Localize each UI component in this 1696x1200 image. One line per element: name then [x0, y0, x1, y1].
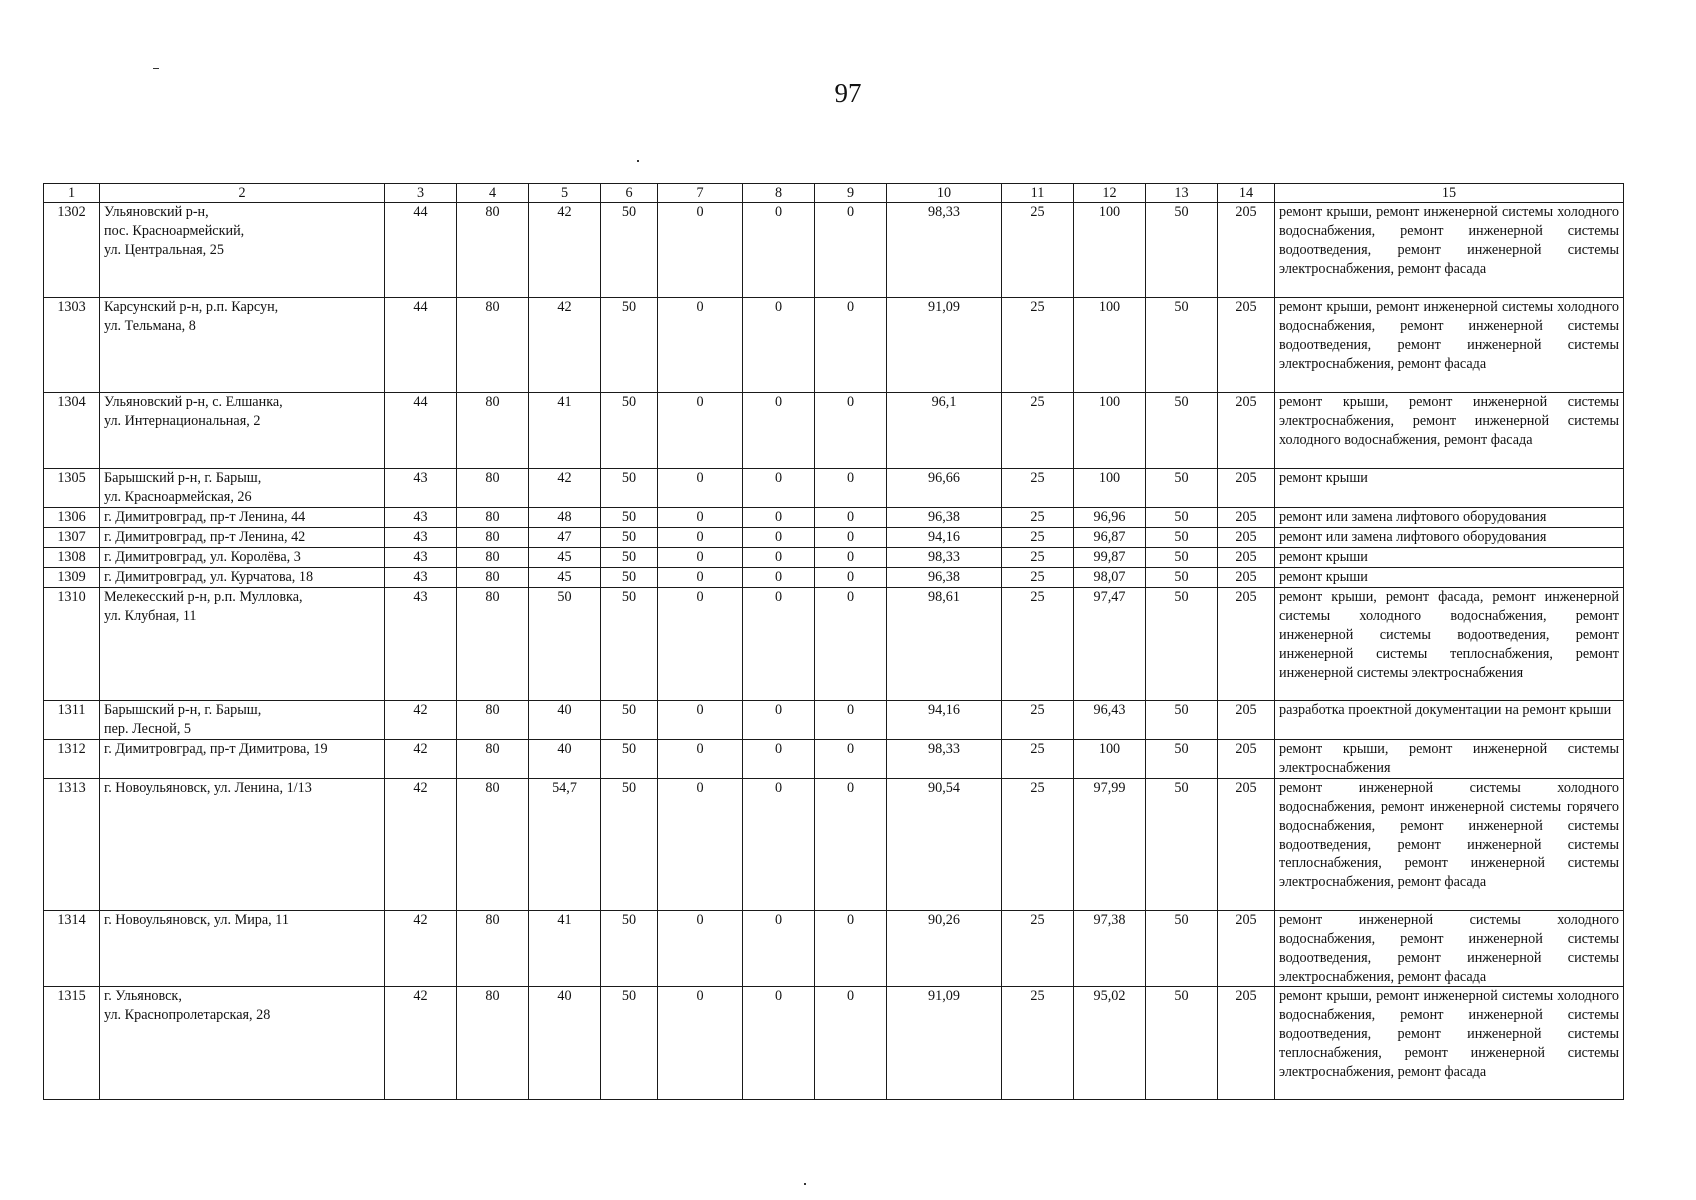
col12-cell: 96,96	[1074, 508, 1146, 528]
address-cell: Барышский р-н, г. Барыш, ул. Красноармейская, 26	[100, 469, 385, 508]
col11-cell: 25	[1002, 588, 1074, 701]
col3-cell: 42	[385, 910, 457, 987]
works-cell: ремонт крыши	[1275, 548, 1624, 568]
col3-cell: 43	[385, 528, 457, 548]
col4-cell: 80	[457, 987, 529, 1100]
col14-cell: 205	[1218, 508, 1275, 528]
col8-cell: 0	[743, 469, 815, 508]
col12-cell: 99,87	[1074, 548, 1146, 568]
col14-cell: 205	[1218, 740, 1275, 779]
col8-cell: 0	[743, 910, 815, 987]
col10-cell: 91,09	[887, 987, 1002, 1100]
col9-cell: 0	[815, 508, 887, 528]
col9-cell: 0	[815, 910, 887, 987]
col6-cell: 50	[601, 910, 658, 987]
col13-cell: 50	[1146, 528, 1218, 548]
col13-cell: 50	[1146, 910, 1218, 987]
col9-cell: 0	[815, 203, 887, 298]
col6-cell: 50	[601, 987, 658, 1100]
col14-cell: 205	[1218, 778, 1275, 910]
column-header-15: 15	[1275, 184, 1624, 203]
row-number: 1308	[44, 548, 100, 568]
col12-cell: 97,47	[1074, 588, 1146, 701]
col10-cell: 98,61	[887, 588, 1002, 701]
col11-cell: 25	[1002, 778, 1074, 910]
col10-cell: 96,38	[887, 568, 1002, 588]
table-row	[44, 910, 1624, 987]
col14-cell: 205	[1218, 469, 1275, 508]
col10-cell: 90,54	[887, 778, 1002, 910]
col9-cell: 0	[815, 778, 887, 910]
col5-cell: 42	[529, 203, 601, 298]
works-cell: разработка проектной документации на ремонт крыши	[1275, 701, 1624, 740]
col11-cell: 25	[1002, 910, 1074, 987]
col14-cell: 205	[1218, 910, 1275, 987]
col7-cell: 0	[658, 910, 743, 987]
col8-cell: 0	[743, 987, 815, 1100]
works-cell: ремонт или замена лифтового оборудования	[1275, 528, 1624, 548]
col6-cell: 50	[601, 701, 658, 740]
col11-cell: 25	[1002, 298, 1074, 393]
scan-speck	[804, 1183, 806, 1185]
col13-cell: 50	[1146, 588, 1218, 701]
col11-cell: 25	[1002, 203, 1074, 298]
col13-cell: 50	[1146, 568, 1218, 588]
column-header-1: 1	[44, 184, 100, 203]
address-cell: Ульяновский р-н, пос. Красноармейский, ул. Центральная, 25	[100, 203, 385, 298]
address-cell: Ульяновский р-н, с. Елшанка, ул. Интернациональная, 2	[100, 393, 385, 469]
column-header-9: 9	[815, 184, 887, 203]
col13-cell: 50	[1146, 508, 1218, 528]
col11-cell: 25	[1002, 740, 1074, 779]
col12-cell: 97,99	[1074, 778, 1146, 910]
column-header-12: 12	[1074, 184, 1146, 203]
column-header-7: 7	[658, 184, 743, 203]
works-cell: ремонт крыши	[1275, 469, 1624, 508]
col5-cell: 47	[529, 528, 601, 548]
col12-cell: 100	[1074, 740, 1146, 779]
row-number: 1315	[44, 987, 100, 1100]
header-row	[44, 184, 1624, 203]
col8-cell: 0	[743, 548, 815, 568]
col5-cell: 50	[529, 588, 601, 701]
col8-cell: 0	[743, 203, 815, 298]
col8-cell: 0	[743, 778, 815, 910]
column-header-4: 4	[457, 184, 529, 203]
col4-cell: 80	[457, 203, 529, 298]
row-number: 1303	[44, 298, 100, 393]
col6-cell: 50	[601, 588, 658, 701]
col9-cell: 0	[815, 740, 887, 779]
col11-cell: 25	[1002, 701, 1074, 740]
works-cell: ремонт крыши, ремонт инженерной системы холодного водоснабжения, ремонт инженерной системы водоотведения, ремонт инженерной системы теплоснабжения, ремонт инженерной системы электроснабжения, ремонт фасада	[1275, 987, 1624, 1100]
col9-cell: 0	[815, 588, 887, 701]
col4-cell: 80	[457, 568, 529, 588]
repair-register-table	[43, 183, 1624, 1100]
col6-cell: 50	[601, 548, 658, 568]
col10-cell: 98,33	[887, 203, 1002, 298]
col10-cell: 96,38	[887, 508, 1002, 528]
col8-cell: 0	[743, 393, 815, 469]
row-number: 1309	[44, 568, 100, 588]
address-cell: Барышский р-н, г. Барыш, пер. Лесной, 5	[100, 701, 385, 740]
col13-cell: 50	[1146, 987, 1218, 1100]
table-row	[44, 203, 1624, 298]
table-row	[44, 701, 1624, 740]
col7-cell: 0	[658, 469, 743, 508]
col7-cell: 0	[658, 568, 743, 588]
col3-cell: 43	[385, 469, 457, 508]
col9-cell: 0	[815, 298, 887, 393]
col14-cell: 205	[1218, 298, 1275, 393]
row-number: 1314	[44, 910, 100, 987]
table-row	[44, 778, 1624, 910]
col7-cell: 0	[658, 987, 743, 1100]
col9-cell: 0	[815, 548, 887, 568]
address-cell: г. Димитровград, пр-т Ленина, 44	[100, 508, 385, 528]
row-number: 1305	[44, 469, 100, 508]
col4-cell: 80	[457, 740, 529, 779]
col11-cell: 25	[1002, 393, 1074, 469]
col8-cell: 0	[743, 740, 815, 779]
col10-cell: 98,33	[887, 740, 1002, 779]
col4-cell: 80	[457, 910, 529, 987]
col4-cell: 80	[457, 469, 529, 508]
col14-cell: 205	[1218, 203, 1275, 298]
address-cell: г. Ульяновск, ул. Краснопролетарская, 28	[100, 987, 385, 1100]
col5-cell: 45	[529, 548, 601, 568]
col8-cell: 0	[743, 701, 815, 740]
col11-cell: 25	[1002, 528, 1074, 548]
col3-cell: 42	[385, 987, 457, 1100]
col13-cell: 50	[1146, 778, 1218, 910]
works-cell: ремонт крыши, ремонт инженерной системы холодного водоснабжения, ремонт инженерной системы водоотведения, ремонт инженерной системы электроснабжения, ремонт фасада	[1275, 298, 1624, 393]
col10-cell: 96,66	[887, 469, 1002, 508]
col8-cell: 0	[743, 568, 815, 588]
works-cell: ремонт крыши, ремонт инженерной системы холодного водоснабжения, ремонт инженерной системы водоотведения, ремонт инженерной системы электроснабжения, ремонт фасада	[1275, 203, 1624, 298]
address-cell: г. Новоульяновск, ул. Мира, 11	[100, 910, 385, 987]
col12-cell: 96,87	[1074, 528, 1146, 548]
table-row	[44, 740, 1624, 779]
col10-cell: 96,1	[887, 393, 1002, 469]
col5-cell: 40	[529, 987, 601, 1100]
col4-cell: 80	[457, 588, 529, 701]
row-number: 1302	[44, 203, 100, 298]
col13-cell: 50	[1146, 298, 1218, 393]
address-cell: г. Димитровград, ул. Королёва, 3	[100, 548, 385, 568]
table-row	[44, 298, 1624, 393]
col5-cell: 42	[529, 298, 601, 393]
col13-cell: 50	[1146, 740, 1218, 779]
col4-cell: 80	[457, 778, 529, 910]
col7-cell: 0	[658, 508, 743, 528]
col12-cell: 97,38	[1074, 910, 1146, 987]
col3-cell: 43	[385, 508, 457, 528]
table-row	[44, 548, 1624, 568]
col5-cell: 42	[529, 469, 601, 508]
column-header-13: 13	[1146, 184, 1218, 203]
address-cell: Мелекесский р-н, р.п. Мулловка, ул. Клубная, 11	[100, 588, 385, 701]
table-row	[44, 568, 1624, 588]
col3-cell: 44	[385, 298, 457, 393]
col8-cell: 0	[743, 298, 815, 393]
col3-cell: 44	[385, 393, 457, 469]
col11-cell: 25	[1002, 508, 1074, 528]
col5-cell: 45	[529, 568, 601, 588]
col13-cell: 50	[1146, 701, 1218, 740]
col10-cell: 98,33	[887, 548, 1002, 568]
table-row	[44, 469, 1624, 508]
col7-cell: 0	[658, 701, 743, 740]
works-cell: ремонт крыши, ремонт инженерной системы электроснабжения, ремонт инженерной системы холодного водоснабжения, ремонт фасада	[1275, 393, 1624, 469]
col12-cell: 96,43	[1074, 701, 1146, 740]
scan-speck	[637, 160, 639, 162]
col7-cell: 0	[658, 588, 743, 701]
col4-cell: 80	[457, 508, 529, 528]
works-cell: ремонт крыши	[1275, 568, 1624, 588]
row-number: 1307	[44, 528, 100, 548]
col4-cell: 80	[457, 548, 529, 568]
col7-cell: 0	[658, 528, 743, 548]
address-cell: г. Димитровград, ул. Курчатова, 18	[100, 568, 385, 588]
col4-cell: 80	[457, 528, 529, 548]
row-number: 1310	[44, 588, 100, 701]
column-header-11: 11	[1002, 184, 1074, 203]
col6-cell: 50	[601, 393, 658, 469]
col3-cell: 43	[385, 548, 457, 568]
col9-cell: 0	[815, 987, 887, 1100]
column-header-8: 8	[743, 184, 815, 203]
col9-cell: 0	[815, 393, 887, 469]
col14-cell: 205	[1218, 588, 1275, 701]
column-header-6: 6	[601, 184, 658, 203]
col12-cell: 98,07	[1074, 568, 1146, 588]
table-row	[44, 393, 1624, 469]
col3-cell: 43	[385, 568, 457, 588]
column-header-5: 5	[529, 184, 601, 203]
col7-cell: 0	[658, 548, 743, 568]
col14-cell: 205	[1218, 987, 1275, 1100]
column-header-10: 10	[887, 184, 1002, 203]
row-number: 1306	[44, 508, 100, 528]
address-cell: г. Новоульяновск, ул. Ленина, 1/13	[100, 778, 385, 910]
col5-cell: 54,7	[529, 778, 601, 910]
col3-cell: 44	[385, 203, 457, 298]
col6-cell: 50	[601, 778, 658, 910]
column-header-14: 14	[1218, 184, 1275, 203]
col6-cell: 50	[601, 740, 658, 779]
col13-cell: 50	[1146, 548, 1218, 568]
col8-cell: 0	[743, 528, 815, 548]
works-cell: ремонт инженерной системы холодного водоснабжения, ремонт инженерной системы водоотведения, ремонт инженерной системы электроснабжения, ремонт фасада	[1275, 910, 1624, 987]
col6-cell: 50	[601, 528, 658, 548]
col8-cell: 0	[743, 588, 815, 701]
table-row	[44, 528, 1624, 548]
col14-cell: 205	[1218, 528, 1275, 548]
col4-cell: 80	[457, 393, 529, 469]
col7-cell: 0	[658, 298, 743, 393]
col14-cell: 205	[1218, 701, 1275, 740]
col6-cell: 50	[601, 508, 658, 528]
col11-cell: 25	[1002, 548, 1074, 568]
col13-cell: 50	[1146, 469, 1218, 508]
col14-cell: 205	[1218, 548, 1275, 568]
row-number: 1311	[44, 701, 100, 740]
column-header-3: 3	[385, 184, 457, 203]
col5-cell: 40	[529, 701, 601, 740]
col10-cell: 94,16	[887, 528, 1002, 548]
col4-cell: 80	[457, 701, 529, 740]
works-cell: ремонт инженерной системы холодного водоснабжения, ремонт инженерной системы горячего водоснабжения, ремонт инженерной системы водоотведения, ремонт инженерной системы теплоснабжения, ремонт инженерной системы электроснабжения, ремонт фасада	[1275, 778, 1624, 910]
col7-cell: 0	[658, 740, 743, 779]
works-cell: ремонт крыши, ремонт инженерной системы электроснабжения	[1275, 740, 1624, 779]
col5-cell: 48	[529, 508, 601, 528]
col6-cell: 50	[601, 203, 658, 298]
col4-cell: 80	[457, 298, 529, 393]
col9-cell: 0	[815, 528, 887, 548]
col3-cell: 42	[385, 778, 457, 910]
col5-cell: 40	[529, 740, 601, 779]
row-number: 1313	[44, 778, 100, 910]
col10-cell: 90,26	[887, 910, 1002, 987]
col6-cell: 50	[601, 469, 658, 508]
works-cell: ремонт крыши, ремонт фасада, ремонт инженерной системы холодного водоснабжения, ремонт инженерной системы водоотведения, ремонт инженерной системы теплоснабжения, ремонт инженерной системы электроснабжения	[1275, 588, 1624, 701]
address-cell: г. Димитровград, пр-т Ленина, 42	[100, 528, 385, 548]
col7-cell: 0	[658, 778, 743, 910]
col12-cell: 95,02	[1074, 987, 1146, 1100]
row-number: 1312	[44, 740, 100, 779]
col11-cell: 25	[1002, 568, 1074, 588]
col6-cell: 50	[601, 568, 658, 588]
row-number: 1304	[44, 393, 100, 469]
column-header-2: 2	[100, 184, 385, 203]
col7-cell: 0	[658, 393, 743, 469]
scan-speck	[153, 68, 159, 69]
col9-cell: 0	[815, 568, 887, 588]
address-cell: г. Димитровград, пр-т Димитрова, 19	[100, 740, 385, 779]
col9-cell: 0	[815, 701, 887, 740]
col12-cell: 100	[1074, 469, 1146, 508]
col9-cell: 0	[815, 469, 887, 508]
col12-cell: 100	[1074, 393, 1146, 469]
col8-cell: 0	[743, 508, 815, 528]
table-row	[44, 987, 1624, 1100]
col13-cell: 50	[1146, 203, 1218, 298]
col13-cell: 50	[1146, 393, 1218, 469]
col10-cell: 91,09	[887, 298, 1002, 393]
col7-cell: 0	[658, 203, 743, 298]
col14-cell: 205	[1218, 568, 1275, 588]
col12-cell: 100	[1074, 298, 1146, 393]
col14-cell: 205	[1218, 393, 1275, 469]
col3-cell: 42	[385, 740, 457, 779]
col3-cell: 43	[385, 588, 457, 701]
col5-cell: 41	[529, 393, 601, 469]
col10-cell: 94,16	[887, 701, 1002, 740]
col11-cell: 25	[1002, 469, 1074, 508]
works-cell: ремонт или замена лифтового оборудования	[1275, 508, 1624, 528]
address-cell: Карсунский р-н, р.п. Карсун, ул. Тельмана, 8	[100, 298, 385, 393]
page-number: 97	[834, 78, 862, 108]
col3-cell: 42	[385, 701, 457, 740]
table-row	[44, 508, 1624, 528]
col5-cell: 41	[529, 910, 601, 987]
col11-cell: 25	[1002, 987, 1074, 1100]
table-row	[44, 588, 1624, 701]
col12-cell: 100	[1074, 203, 1146, 298]
col6-cell: 50	[601, 298, 658, 393]
